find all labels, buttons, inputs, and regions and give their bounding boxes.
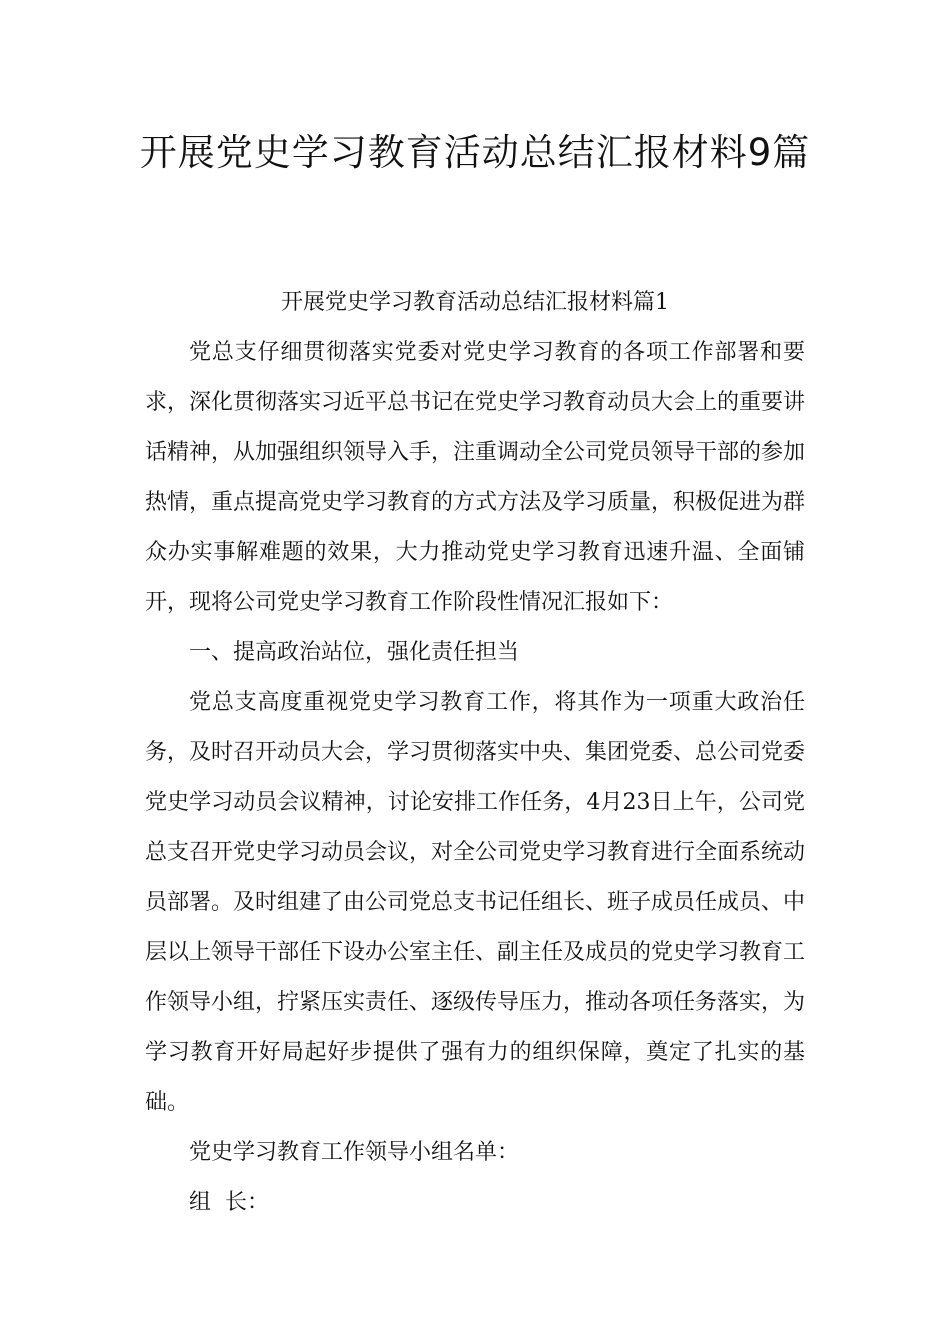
section-heading-1: 一、提高政治站位，强化责任担当 — [189, 640, 520, 665]
section-subtitle: 开展党史学习教育活动总结汇报材料篇1 — [281, 290, 669, 315]
body-paragraph-organization: 党总支高度重视党史学习教育工作，将其作为一项重大政治任务，及时召开动员大会，学习贯彻落实中央、集团党委、总公司党委党史学习动员会议精神，讨论安排工作任务，4月23日上午，公司党总支召开党史学习动员会议，对全公司党史学习教育进行全面系统动员部署。及时组建了由公司党总支书记任组长、班子成员任成员、中层以上领导干部任下设办公室主任、副主任及成员的党史学习教育工作领导小组，拧紧压实责任、逐级传导压力，推动各项任务落实，为学习教育开好局起好步提供了强有力的组织保障，奠定了扎实的基础。 — [145, 690, 806, 1115]
document-title: 开展党史学习教育活动总结汇报材料9篇 — [139, 131, 811, 174]
body-paragraph-intro: 党总支仔细贯彻落实党委对党史学习教育的各项工作部署和要求，深化贯彻落实习近平总书记在党史学习教育动员大会上的重要讲话精神，从加强组织领导入手，注重调动全公司党员领导干部的参加热情，重点提高党史学习教育的方式方法及学习质量，积极促进为群众办实事解难题的效果，大力推动党史学习教育迅速升温、全面铺开，现将公司党史学习教育工作阶段性情况汇报如下： — [145, 340, 806, 615]
list-item-group-leader: 组 长： — [189, 1190, 269, 1215]
list-heading-leadership-group: 党史学习教育工作领导小组名单： — [189, 1140, 520, 1165]
document-body — [145, 278, 805, 1228]
